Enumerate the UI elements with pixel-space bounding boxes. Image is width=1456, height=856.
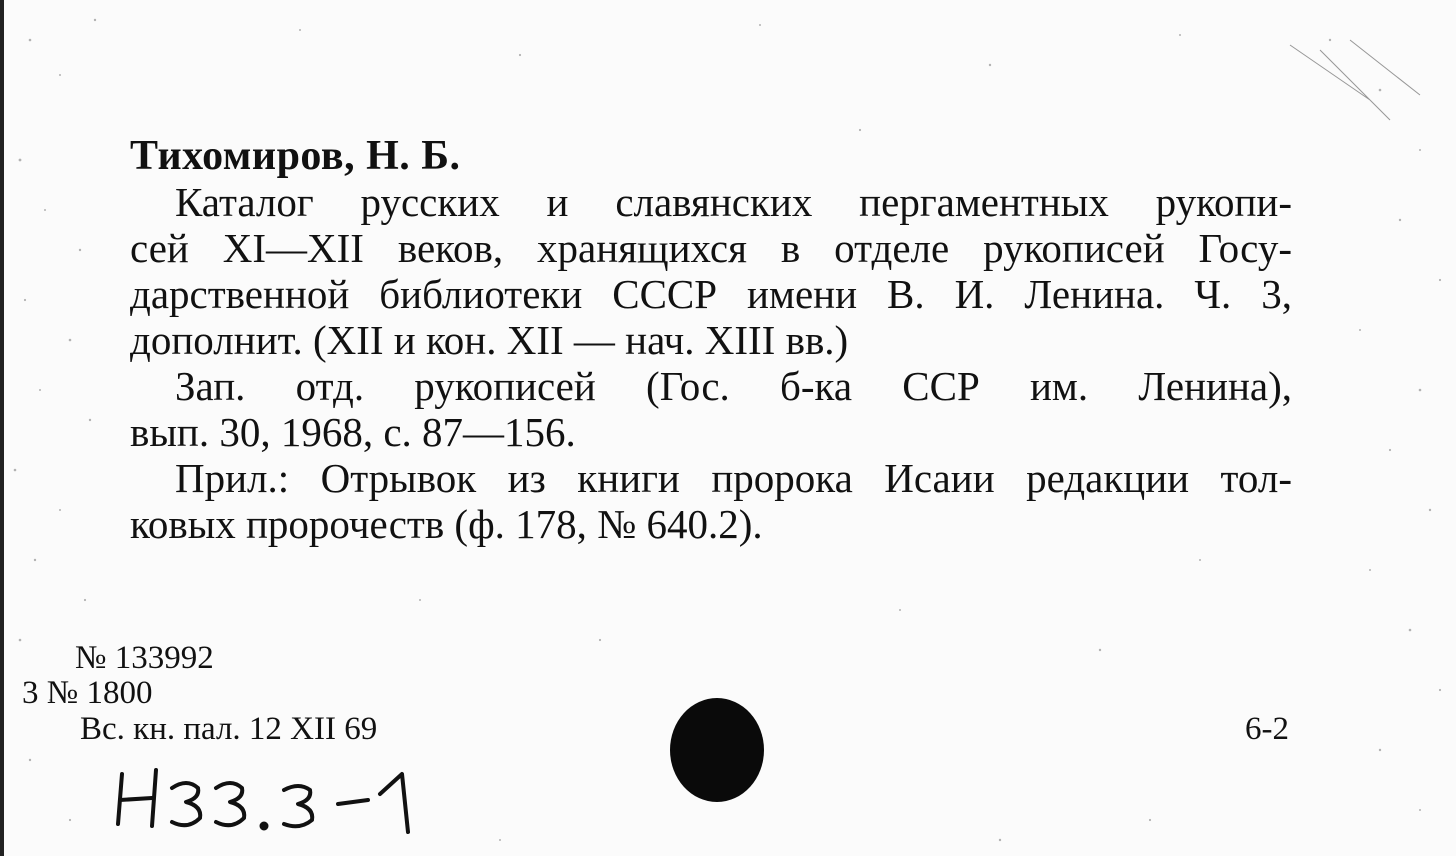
registration-line: Вс. кн. пал. 12 XII 69 xyxy=(80,711,378,747)
order-number: 3 № 1800 xyxy=(22,675,153,711)
accession-number: № 133992 xyxy=(75,640,214,676)
body-line-8: ковых пророчеств (ф. 178, № 640.2). xyxy=(130,501,763,547)
body-line-3: дарственной библиотеки СССР имени В. И. Ленина. Ч. 3, xyxy=(130,271,1292,317)
body-line-7: Прил.: Отрывок из книги пророка Исаии редакции тол- xyxy=(175,455,1292,501)
body-line-2: сей XI—XII веков, хранящихся в отделе рукописей Госу- xyxy=(130,225,1292,271)
body-line-5: Зап. отд. рукописей (Гос. б-ка ССР им. Ленина), xyxy=(175,363,1292,409)
punch-hole xyxy=(670,698,764,802)
body-line-6: вып. 30, 1968, с. 87—156. xyxy=(130,409,576,455)
card-author: Тихомиров, Н. Б. xyxy=(130,133,461,179)
body-line-1: Каталог русских и славянских пергаментных рукопи- xyxy=(175,179,1292,225)
card-code: 6-2 xyxy=(1245,711,1289,747)
body-line-4: дополнит. (XII и кон. XII — нач. XIII вв.) xyxy=(130,317,849,363)
handwritten-shelf-mark xyxy=(112,760,442,840)
